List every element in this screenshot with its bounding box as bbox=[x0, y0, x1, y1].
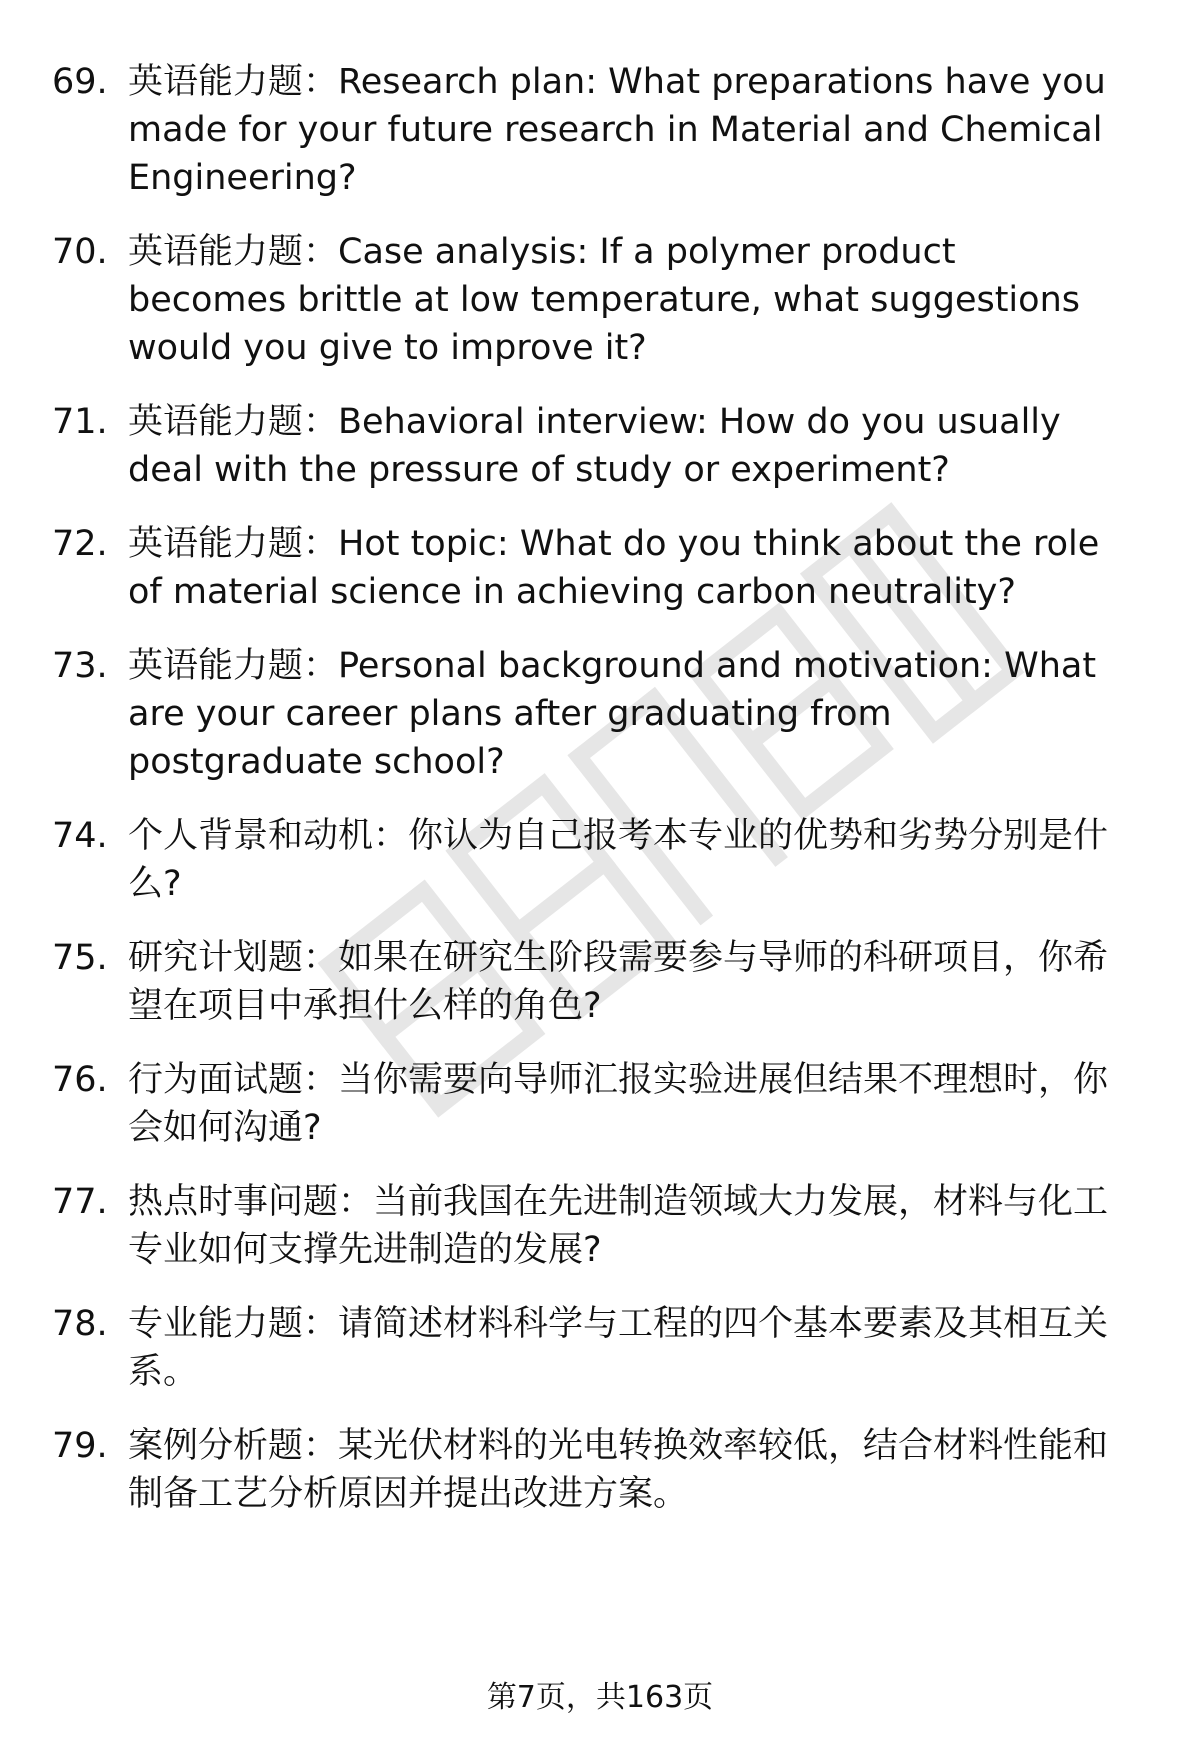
item-text: 热点时事问题：当前我国在先进制造领域大力发展，材料与化工专业如何支撑先进制造的发展? bbox=[128, 1182, 1109, 1270]
item-text: 案例分析题：某光伏材料的光电转换效率较低，结合材料性能和制备工艺分析原因并提出改进方案。 bbox=[128, 1426, 1109, 1514]
item-number: 72. bbox=[52, 524, 108, 564]
item-text: 英语能力题：Hot topic: What do you think about the role of material science in achieving carbon neutrality? bbox=[128, 524, 1100, 612]
list-item bbox=[0, 812, 1200, 908]
item-number: 69. bbox=[52, 62, 108, 102]
list-item bbox=[0, 58, 1200, 202]
item-text: 专业能力题：请简述材料科学与工程的四个基本要素及其相互关系。 bbox=[128, 1304, 1109, 1392]
question-list bbox=[0, 58, 1200, 1544]
item-text: 英语能力题：Personal background and motivation: What are your career plans after graduating from postgraduate school? bbox=[128, 646, 1097, 782]
item-text: 英语能力题：Research plan: What preparations have you made for your future research in Material and Chemical Engineering? bbox=[128, 62, 1106, 198]
item-number: 73. bbox=[52, 646, 108, 686]
list-item bbox=[0, 934, 1200, 1030]
item-text: 英语能力题：Behavioral interview: How do you usually deal with the pressure of study or experiment? bbox=[128, 402, 1061, 490]
list-item bbox=[0, 520, 1200, 616]
item-text: 行为面试题：当你需要向导师汇报实验进展但结果不理想时，你会如何沟通? bbox=[128, 1060, 1109, 1148]
item-number: 71. bbox=[52, 402, 108, 442]
list-item bbox=[0, 1422, 1200, 1518]
list-item bbox=[0, 1056, 1200, 1152]
item-number: 78. bbox=[52, 1304, 108, 1344]
item-number: 79. bbox=[52, 1426, 108, 1466]
list-item bbox=[0, 228, 1200, 372]
item-number: 75. bbox=[52, 938, 108, 978]
list-item bbox=[0, 1300, 1200, 1396]
item-number: 74. bbox=[52, 816, 108, 856]
item-text: 英语能力题：Case analysis: If a polymer product becomes brittle at low temperature, what suggestions would you give to improve it? bbox=[128, 232, 1080, 368]
item-number: 70. bbox=[52, 232, 108, 272]
item-number: 77. bbox=[52, 1182, 108, 1222]
list-item bbox=[0, 1178, 1200, 1274]
page-footer: 第7页，共163页 bbox=[486, 1680, 714, 1715]
item-number: 76. bbox=[52, 1060, 108, 1100]
item-text: 个人背景和动机：你认为自己报考本专业的优势和劣势分别是什么? bbox=[128, 816, 1109, 904]
list-item bbox=[0, 398, 1200, 494]
list-item bbox=[0, 642, 1200, 786]
item-text: 研究计划题：如果在研究生阶段需要参与导师的科研项目，你希望在项目中承担什么样的角色? bbox=[128, 938, 1109, 1026]
